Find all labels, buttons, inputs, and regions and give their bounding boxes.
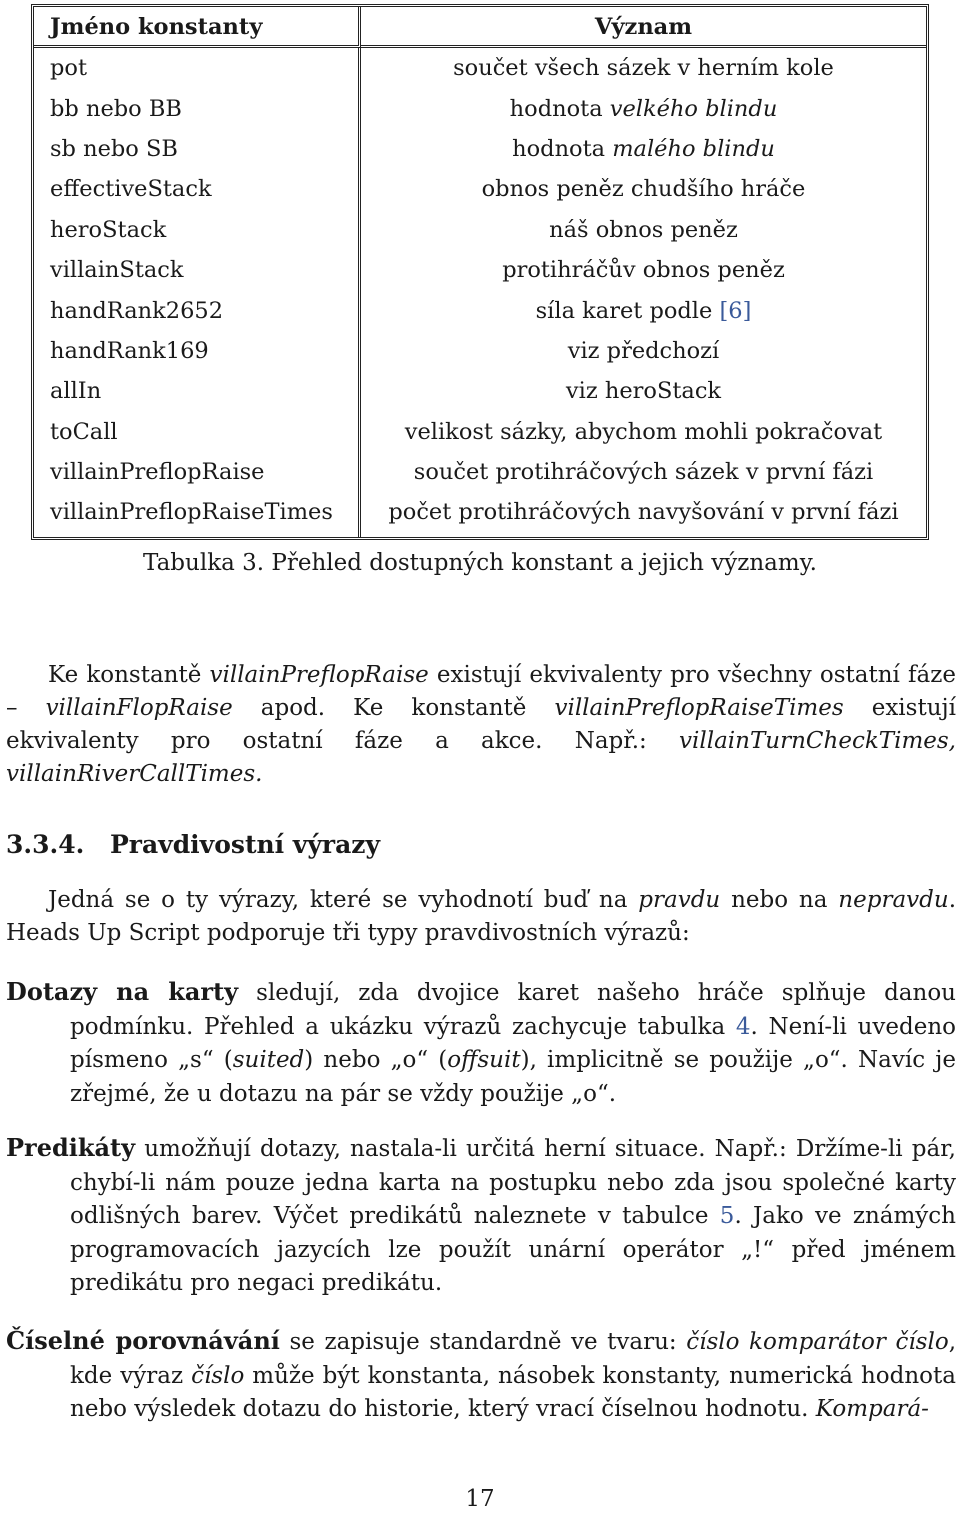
constant-meaning-cell: viz předchozí <box>567 337 720 364</box>
paragraph-equivalents <box>6 659 956 791</box>
text-span: . Není-li uvedeno písmeno „s“ ( <box>70 1013 957 1073</box>
table-row <box>34 412 926 452</box>
constant-name-cell: pot <box>34 48 361 88</box>
emphasis: číslo komparátor číslo <box>686 1329 949 1355</box>
table-row <box>34 250 926 290</box>
constant-name-cell: toCall <box>34 412 361 452</box>
table-row <box>34 169 926 209</box>
emphasis: malého blindu <box>612 135 775 162</box>
item-term: Číselné porovnávání <box>6 1326 280 1355</box>
emphasis: offsuit <box>447 1047 521 1073</box>
constant-meaning-cell: náš obnos peněz <box>549 216 738 243</box>
constant-name-cell: handRank169 <box>34 331 361 371</box>
paragraph-truth-expressions <box>6 884 956 950</box>
table-row <box>34 492 926 536</box>
table-row <box>34 290 926 330</box>
constant-meaning-cell: síla karet podle [6] <box>535 297 752 324</box>
text-span: sledují, zda dvojice karet našeho hráče splňuje danou podmínku. Přehled a ukázku výrazů zachycuje tabulka <box>70 980 956 1040</box>
section-title: Pravdivostní výrazy <box>110 830 381 859</box>
constant-name-cell: bb nebo BB <box>34 88 361 128</box>
text-span: existují ekvivalenty pro všechny ostatní fáze – <box>6 662 956 721</box>
table-caption: Tabulka 3. Přehled dostupných konstant a jejich významy. <box>143 550 817 576</box>
table-row <box>34 452 926 492</box>
text-span: Jedná se o ty výrazy, které se vyhodnotí buď na <box>48 887 639 913</box>
text-span: apod. Ke konstantě <box>232 695 555 721</box>
column-header-name: Jméno konstanty <box>34 7 361 48</box>
constant-name-cell: sb nebo SB <box>34 129 361 169</box>
constant-name-cell: villainPreflopRaise <box>34 452 361 492</box>
constant-meaning-cell: počet protihráčových navyšování v první fázi <box>388 499 899 526</box>
citation-link[interactable]: [6] <box>719 297 752 324</box>
emphasis: Kompará- <box>815 1396 929 1422</box>
constant-name-cell: heroStack <box>34 210 361 250</box>
description-item-numeric-comparison <box>6 1324 956 1427</box>
item-term: Dotazy na karty <box>6 977 239 1006</box>
constant-meaning-cell: hodnota velkého blindu <box>509 95 778 122</box>
constant-meaning-cell: hodnota malého blindu <box>512 135 775 162</box>
column-header-meaning: Význam <box>361 7 926 48</box>
constant-name-cell: effectiveStack <box>34 169 361 209</box>
description-item-predicates <box>6 1131 956 1301</box>
text-span: nebo na <box>720 887 839 913</box>
constant-meaning-cell: viz heroStack <box>565 378 722 405</box>
text-span: Ke konstantě <box>48 662 210 688</box>
table-header-row <box>34 7 926 48</box>
table-reference-link[interactable]: 4 <box>735 1013 751 1040</box>
constant-name-cell: handRank2652 <box>34 290 361 330</box>
constant-name: villainTurnCheckTimes, villainRiverCallTimes. <box>6 728 956 787</box>
text-span: může být konstanta, násobek konstanty, numerická hodnota nebo výsledek dotazu do historie, který vrací číselnou hodnotu. <box>70 1362 956 1422</box>
constant-meaning-cell: součet protihráčových sázek v první fázi <box>413 459 874 486</box>
constant-name-cell: allIn <box>34 371 361 411</box>
emphasis: suited <box>232 1047 305 1073</box>
table-body <box>34 48 926 537</box>
table-row <box>34 48 926 88</box>
description-item-card-queries <box>6 975 956 1111</box>
constant-name-cell: villainStack <box>34 250 361 290</box>
constants-table <box>31 4 929 540</box>
table-row <box>34 210 926 250</box>
text-span: se zapisuje standardně ve tvaru: <box>279 1329 687 1355</box>
emphasis: pravdu <box>638 887 721 913</box>
constant-name: villainFlopRaise <box>45 695 233 721</box>
text-span: . Jako ve známých programovacích jazycích lze použít unární operátor „!“ před jménem predikátu pro negaci predikátu. <box>70 1203 956 1296</box>
table-reference-link[interactable]: 5 <box>719 1203 735 1229</box>
constant-meaning-cell: velikost sázky, abychom mohli pokračovat <box>404 418 883 445</box>
constant-meaning-cell: součet všech sázek v herním kole <box>453 55 834 82</box>
section-number: 3.3.4. <box>6 830 85 859</box>
text-span: , kde výraz <box>70 1329 957 1389</box>
emphasis: velkého blindu <box>609 95 778 122</box>
table-row <box>34 371 926 411</box>
item-term: Predikáty <box>6 1133 136 1162</box>
emphasis: nepravdu <box>838 887 949 913</box>
table-row <box>34 331 926 371</box>
constant-meaning-cell: obnos peněz chudšího hráče <box>481 176 806 203</box>
text-span: umožňují dotazy, nastala-li určitá herní situace. Např.: Držíme-li pár, chybí-li nám pouze jedna karta na postupku nebo zda jsou společné karty odlišných barev. Výčet predikátů naleznete v tabulce <box>70 1136 956 1229</box>
text-span: . Heads Up Script podporuje tři typy pravdivostních výrazů: <box>6 887 956 946</box>
page-number: 17 <box>465 1486 495 1512</box>
emphasis: číslo <box>191 1362 245 1389</box>
constant-meaning-cell: protihráčův obnos peněz <box>502 257 785 284</box>
constant-name-cell: villainPreflopRaiseTimes <box>34 492 361 536</box>
text-span: existují ekvivalenty pro ostatní fáze a akce. Např.: <box>6 695 956 754</box>
section-heading <box>6 830 380 859</box>
text-span: ), implicitně se použije „o“. Navíc je zřejmé, že u dotazu na pár se vždy použije „o“. <box>70 1047 956 1107</box>
constant-name: villainPreflopRaiseTimes <box>554 695 844 721</box>
constant-name: villainPreflopRaise <box>209 662 429 688</box>
constants-table-wrap <box>31 4 929 540</box>
text-span: ) nebo „o“ ( <box>304 1047 448 1073</box>
table-row <box>34 129 926 169</box>
table-row <box>34 88 926 128</box>
